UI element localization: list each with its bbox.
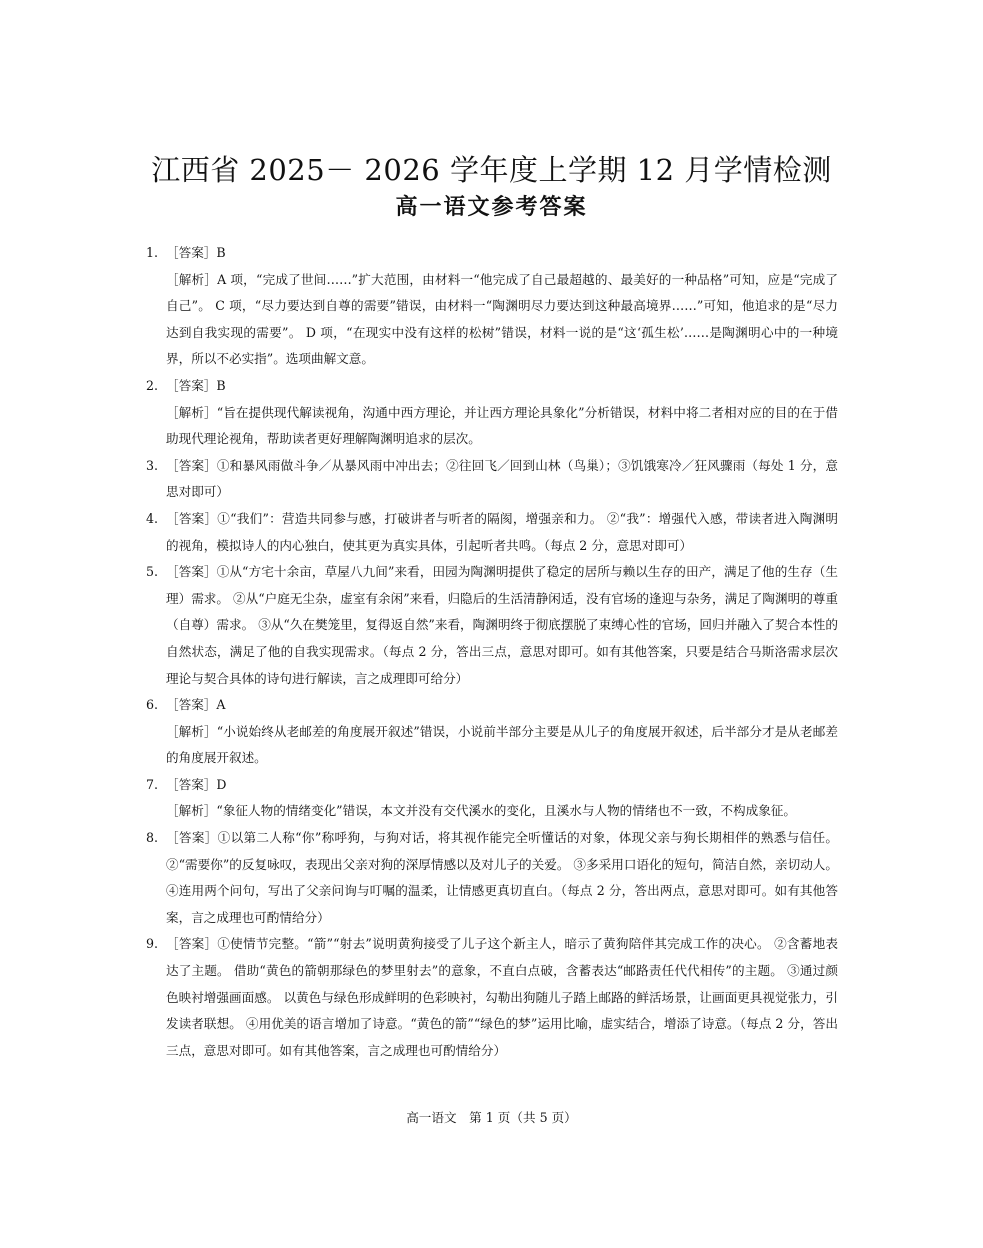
page-footer: 高一语文 第 1 页（共 5 页） xyxy=(406,1110,577,1125)
page-title: 江西省 2025－ 2026 学年度上学期 12 月学情检测 xyxy=(151,153,832,187)
answer-item xyxy=(148,825,838,931)
analysis-text: ［解析］“小说始终从老邮差的角度展开叙述”错误，小说前半部分主要是从儿子的角度展开叙述，后半部分才是从老邮差的角度展开叙述。 xyxy=(166,723,838,766)
analysis-text: ［解析］“象征人物的情绪变化”错误，本文并没有交代溪水的变化，且溪水与人物的情绪也不一致，不构成象征。 xyxy=(166,803,796,819)
answer-text: ［答案］①“我们”：营造共同参与感，打破讲者与听者的隔阂，增强亲和力。 ②“我”：增强代入感，带读者进入陶渊明的视角，模拟诗人的内心独白，使其更为真实具体，引起听者共鸣。（每点 2 分，意思对即可） xyxy=(166,510,838,553)
question-number: 8. xyxy=(146,830,159,846)
answer-item xyxy=(148,506,838,559)
answer-item xyxy=(148,453,838,506)
question-number: 1. xyxy=(146,245,159,260)
answer-text: ［答案］①从“方宅十余亩，草屋八九间”来看，田园为陶渊明提供了稳定的居所与赖以生存的田产，满足了他的生存（生理）需求。 ②从“户庭无尘杂，虚室有余闲”来看，归隐后的生活清静闲适，没有官场的逢迎与杂务，满足了陶渊明的尊重（自尊）需求。 ③从“久在樊笼里，复得返自然”来看，陶渊明终于彻底摆脱了束缚心性的官场，回归并融入了契合本性的自然状态，满足了他的自我实现需求。（每点 2 分，答出三点，意思对即可。如有其他答案，只要是结合马斯洛需求层次理论与契合具体的诗句进行解读，言之成理即可给分） xyxy=(166,564,838,686)
answer-list xyxy=(148,240,838,1064)
answer-item xyxy=(148,931,838,1064)
answer-item xyxy=(148,559,838,692)
question-number: 9. xyxy=(146,936,159,952)
analysis-text: ［解析］“旨在提供现代解读视角，沟通中西方理论，并让西方理论具象化”分析错误，材料中将二者相对应的目的在于借助现代理论视角，帮助读者更好理解陶渊明追求的层次。 xyxy=(166,404,838,447)
question-number: 4. xyxy=(146,510,159,526)
answer-text: ［答案］①以第二人称“你”称呼狗，与狗对话，将其视作能完全听懂话的对象，体现父亲与狗长期相伴的熟悉与信任。 ②“需要你”的反复咏叹，表现出父亲对狗的深厚情感以及对儿子的关爱。 ③多采用口语化的短句，简洁自然，亲切动人。 ④连用两个问句，写出了父亲问询与叮嘱的温柔，让情感更真切直白。（每点 2 分，答出两点，意思对即可。如有其他答案，言之成理也可酌情给分） xyxy=(166,830,838,925)
answer-text: ［答案］A xyxy=(166,697,226,713)
answer-item xyxy=(148,240,838,373)
page-subtitle: 高一语文参考答案 xyxy=(395,195,588,220)
question-number: 2. xyxy=(146,377,159,393)
question-number: 6. xyxy=(146,697,159,713)
answer-text: ［答案］①使情节完整。“箭”“射去”说明黄狗接受了儿子这个新主人，暗示了黄狗陪伴其完成工作的决心。 ②含蓄地表达了主题。 借助“黄色的箭朝那绿色的梦里射去”的意象，不直白点破，含蓄表达“邮路责任代代相传”的主题。 ③通过颜色映衬增强画面感。 以黄色与绿色形成鲜明的色彩映衬，勾勒出狗随儿子踏上邮路的鲜活场景，让画面更具视觉张力，引发读者联想。 ④用优美的语言增加了诗意。“黄色的箭”“绿色的梦”运用比喻，虚实结合，增添了诗意。（每点 2 分，答出三点，意思对即可。如有其他答案，言之成理也可酌情给分） xyxy=(166,936,838,1058)
answer-text: ［答案］D xyxy=(166,776,227,792)
answer-text: ［答案］B xyxy=(166,245,226,260)
question-number: 3. xyxy=(146,457,159,473)
answer-text: ［答案］B xyxy=(166,377,226,393)
question-number: 5. xyxy=(146,564,159,580)
answer-item xyxy=(148,772,838,825)
answer-item xyxy=(148,692,838,772)
analysis-text: ［解析］A 项，“完成了世间……”扩大范围，由材料一“他完成了自己最超越的、最美好的一种品格”可知，应是“完成了自己”。 C 项，“尽力要达到自尊的需要”错误，由材料一“陶渊明尽力要达到这种最高境界……”可知，他追求的是“尽力达到自我实现的需要”。 D 项，“在现实中没有这样的松树”错误，材料一说的是“这‘孤生松’……是陶渊明心中的一种境界，所以不必实指”。选项曲解文意。 xyxy=(166,271,838,367)
question-number: 7. xyxy=(146,776,159,792)
answer-text: ［答案］①和暴风雨做斗争／从暴风雨中冲出去；②往回飞／回到山林（鸟巢）；③饥饿寒冷／狂风骤雨（每处 1 分，意思对即可） xyxy=(166,457,838,500)
answer-item xyxy=(148,373,838,453)
